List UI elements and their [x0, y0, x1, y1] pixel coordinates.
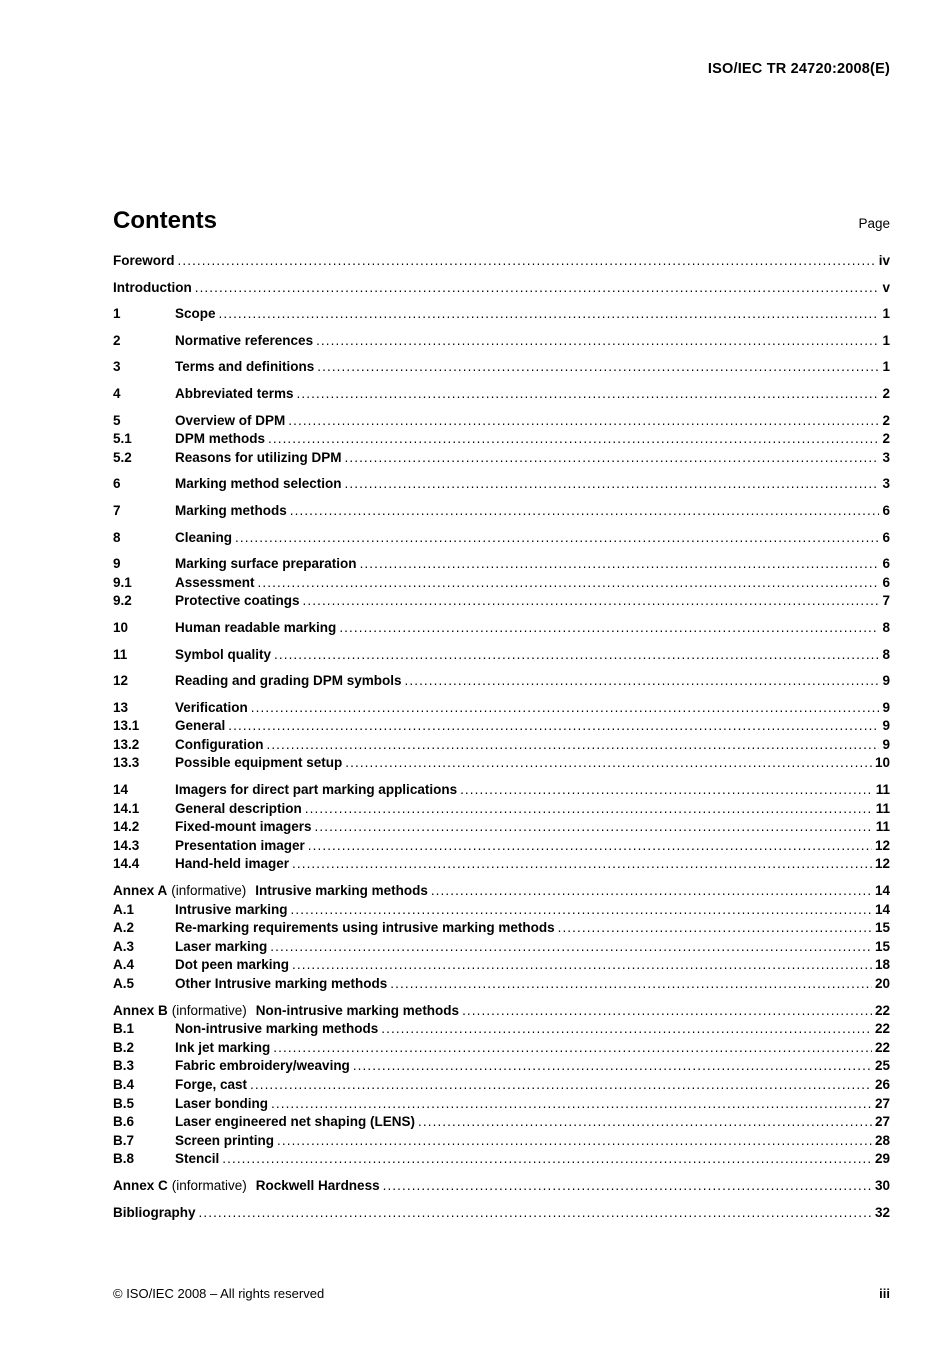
- toc-entry-page: 6: [882, 529, 890, 545]
- toc-entry-label: Reasons for utilizing DPM: [175, 449, 342, 465]
- dot-leader: [339, 619, 879, 638]
- toc-entry-number: 5: [113, 412, 121, 428]
- toc-entry: [113, 736, 890, 755]
- dot-leader: [383, 1177, 872, 1196]
- toc-entry-label: Laser engineered net shaping (LENS): [175, 1114, 416, 1130]
- toc-entry-page: 12: [874, 856, 890, 872]
- dot-leader: [178, 252, 876, 271]
- toc-entry-number: 5.2: [113, 449, 132, 465]
- dot-leader: [305, 800, 873, 819]
- toc-entry-label: Forge, cast: [175, 1076, 248, 1092]
- toc-entry-number: 14.1: [113, 800, 140, 816]
- copyright-notice: © ISO/IEC 2008 – All rights reserved: [113, 1286, 325, 1301]
- toc-entry: [113, 592, 890, 611]
- toc-entry-label: Terms and definitions: [175, 359, 315, 375]
- toc-entry-label: Assessment: [175, 574, 255, 590]
- toc-entry-label: Intrusive marking: [175, 901, 288, 917]
- dot-leader: [292, 855, 872, 874]
- toc-entry-label: Imagers for direct part marking applications: [175, 782, 458, 798]
- toc-entry: [113, 1095, 890, 1114]
- toc-entry-title: Intrusive marking methods: [255, 883, 428, 899]
- dot-leader: [274, 646, 879, 665]
- toc-entry: [113, 837, 890, 856]
- toc-entry-label: Marking methods: [175, 502, 287, 518]
- dot-leader: [345, 449, 880, 468]
- toc-entry-page: 30: [874, 1177, 890, 1193]
- toc-entry-page: 3: [882, 449, 890, 465]
- contents-title: Contents: [113, 207, 217, 234]
- toc-entry-page: 22: [874, 1021, 890, 1037]
- toc-entry-page: 14: [874, 883, 890, 899]
- dot-leader: [390, 975, 872, 994]
- toc-entry-number: 10: [113, 619, 129, 635]
- toc-entry: [113, 1002, 890, 1021]
- dot-leader: [353, 1057, 872, 1076]
- toc-entry-label: Cleaning: [175, 529, 233, 545]
- toc-entry: [113, 1177, 890, 1196]
- toc-entry-title: Rockwell Hardness: [255, 1177, 380, 1193]
- toc-entry-page: 11: [875, 819, 890, 835]
- toc-entry-number: 5.1: [113, 431, 132, 447]
- dot-leader: [292, 956, 872, 975]
- toc-entry-label: Dot peen marking: [175, 957, 290, 973]
- dot-leader: [258, 574, 880, 593]
- toc-entry-page: 27: [874, 1114, 890, 1130]
- toc-entry: [113, 1057, 890, 1076]
- toc-entry-number: 14: [113, 782, 129, 798]
- toc-entry-page: 28: [874, 1132, 890, 1148]
- toc-entry: [113, 252, 890, 271]
- toc-entry-number: 3: [113, 359, 121, 375]
- toc-entry-label: General: [175, 718, 226, 734]
- toc-entry-number: 14.4: [113, 856, 140, 872]
- toc-entry-number: B.2: [113, 1039, 135, 1055]
- toc-entry-number: A.1: [113, 901, 135, 917]
- toc-entry: [113, 1039, 890, 1058]
- toc-entry-page: 22: [874, 1039, 890, 1055]
- toc-entry: [113, 475, 890, 494]
- dot-leader: [228, 717, 879, 736]
- toc-entry: [113, 1113, 890, 1132]
- toc-entry-number: 11: [113, 646, 128, 662]
- toc-entry: [113, 919, 890, 938]
- toc-entry: [113, 1132, 890, 1151]
- toc-entry: [113, 449, 890, 468]
- toc-entry-page: 9: [882, 718, 890, 734]
- toc-entry-number: 4: [113, 385, 121, 401]
- dot-leader: [360, 555, 880, 574]
- toc-entry-label: General description: [175, 800, 302, 816]
- toc-entry-label: Annex C: [113, 1177, 168, 1193]
- dot-leader: [277, 1132, 872, 1151]
- toc-entry-number: 1: [113, 306, 121, 322]
- toc-entry-label: Symbol quality: [175, 646, 272, 662]
- toc-entry-page: 27: [874, 1095, 890, 1111]
- toc-entry: [113, 956, 890, 975]
- toc-entry-page: 8: [882, 619, 890, 635]
- dot-leader: [460, 781, 873, 800]
- toc-entry: [113, 855, 890, 874]
- dot-leader: [462, 1002, 872, 1021]
- toc-entry-label: Human readable marking: [175, 619, 337, 635]
- toc-entry-number: B.7: [113, 1132, 135, 1148]
- toc-entry: [113, 502, 890, 521]
- toc-entry-page: 25: [874, 1058, 890, 1074]
- toc-entry-page: 11: [875, 782, 890, 798]
- toc-entry-label: Fabric embroidery/weaving: [175, 1058, 350, 1074]
- toc-entry-page: 26: [874, 1076, 890, 1092]
- dot-leader: [316, 332, 879, 351]
- toc-entry-label: Re-marking requirements using intrusive marking methods: [175, 920, 555, 936]
- dot-leader: [418, 1113, 872, 1132]
- toc-entry-label: Configuration: [175, 736, 264, 752]
- toc-entry-page: 20: [874, 976, 890, 991]
- toc-entry: [113, 818, 890, 837]
- toc-entry-label: Overview of DPM: [175, 412, 286, 428]
- toc-entry-number: A.3: [113, 938, 135, 954]
- toc-entry: [113, 555, 890, 574]
- dot-leader: [315, 818, 873, 837]
- toc-entry-number: 14.2: [113, 819, 140, 835]
- toc-entry-page: 15: [874, 938, 890, 954]
- toc-entry-label: Reading and grading DPM symbols: [175, 673, 402, 689]
- toc-entry-label: Laser bonding: [175, 1095, 269, 1111]
- toc-entry-label: Hand-held imager: [175, 856, 290, 872]
- toc-list: [113, 252, 890, 1222]
- dot-leader: [219, 305, 880, 324]
- dot-leader: [345, 754, 872, 773]
- dot-leader: [270, 938, 872, 957]
- toc-entry-informative: (informative): [171, 1002, 247, 1018]
- dot-leader: [405, 672, 880, 691]
- toc-entry-number: 12: [113, 673, 129, 689]
- dot-leader: [199, 1204, 872, 1223]
- toc-entry-page: 7: [882, 593, 890, 609]
- toc-entry: [113, 574, 890, 593]
- toc-entry-page: 22: [874, 1002, 890, 1018]
- toc-entry: [113, 901, 890, 920]
- toc-entry-label: Normative references: [175, 332, 314, 348]
- toc-entry-number: B.3: [113, 1058, 135, 1074]
- dot-leader: [345, 475, 880, 494]
- toc-entry-page: 15: [874, 920, 890, 936]
- toc-entry-label: Protective coatings: [175, 593, 300, 609]
- toc-entry-number: 9: [113, 556, 121, 572]
- toc-entry: [113, 1020, 890, 1039]
- toc-entry-label: Introduction: [113, 279, 192, 295]
- toc-entry-title: Non-intrusive marking methods: [255, 1002, 460, 1018]
- page-column-label: Page: [858, 216, 890, 231]
- toc-entry-number: A.4: [113, 957, 135, 973]
- toc-entry: [113, 717, 890, 736]
- toc-entry-label: Ink jet marking: [175, 1039, 271, 1055]
- toc-entry-informative: (informative): [171, 883, 247, 899]
- toc-entry-label: DPM methods: [175, 431, 266, 447]
- folio-page-number: iii: [879, 1286, 890, 1301]
- toc-entry-label: Non-intrusive marking methods: [175, 1021, 379, 1037]
- toc-entry-number: 8: [113, 529, 121, 545]
- toc-entry-page: 12: [874, 837, 890, 853]
- toc-entry: [113, 529, 890, 548]
- toc-entry: [113, 975, 890, 994]
- toc-entry-number: 13: [113, 699, 129, 715]
- toc-entry-page: 1: [882, 332, 890, 348]
- toc-entry-page: 3: [882, 476, 890, 492]
- dot-leader: [297, 385, 880, 404]
- toc-entry-label: Other Intrusive marking methods: [175, 976, 388, 991]
- toc-entry: [113, 385, 890, 404]
- toc-entry-page: 9: [882, 736, 890, 752]
- toc-entry-label: Foreword: [113, 253, 175, 268]
- toc-entry-number: 14.3: [113, 837, 140, 853]
- toc-entry-number: B.6: [113, 1114, 135, 1130]
- toc-entry: [113, 781, 890, 800]
- toc-entry: [113, 646, 890, 665]
- toc-entry-label: Scope: [175, 306, 216, 322]
- toc-entry: [113, 430, 890, 449]
- dot-leader: [266, 736, 879, 755]
- toc-entry-number: 2: [113, 332, 121, 348]
- toc-entry-number: 9.1: [113, 574, 132, 590]
- document-footer: [113, 1286, 890, 1301]
- toc-entry-label: Abbreviated terms: [175, 385, 294, 401]
- toc-entry-page: 2: [882, 412, 890, 428]
- toc-entry-label: Bibliography: [113, 1204, 196, 1220]
- dot-leader: [303, 592, 880, 611]
- toc-entry-number: B.8: [113, 1151, 135, 1167]
- toc-entry-label: Marking method selection: [175, 476, 342, 492]
- toc-entry-number: A.5: [113, 976, 135, 991]
- toc-entry-label: Annex B: [113, 1002, 168, 1018]
- toc-entry-label: Verification: [175, 699, 248, 715]
- toc-entry-number: 9.2: [113, 593, 132, 609]
- dot-leader: [273, 1039, 872, 1058]
- toc-entry: [113, 332, 890, 351]
- document-reference: ISO/IEC TR 24720:2008(E): [707, 61, 890, 77]
- toc-entry: [113, 1150, 890, 1169]
- toc-entry: [113, 754, 890, 773]
- toc-entry-label: Presentation imager: [175, 837, 305, 853]
- toc-entry: [113, 672, 890, 691]
- toc-entry-number: 13.1: [113, 718, 140, 734]
- dot-leader: [290, 502, 880, 521]
- toc-entry-page: 9: [882, 673, 890, 689]
- toc-entry-page: 10: [874, 755, 890, 771]
- toc-entry-number: 7: [113, 502, 121, 518]
- toc-entry-page: 14: [874, 901, 890, 917]
- dot-leader: [288, 412, 879, 431]
- toc-entry: [113, 358, 890, 377]
- toc-entry-number: B.5: [113, 1095, 135, 1111]
- toc-entry-number: B.1: [113, 1021, 135, 1037]
- toc-entry-page: iv: [878, 253, 890, 268]
- toc-entry-page: 6: [882, 556, 890, 572]
- toc-entry-label: Stencil: [175, 1151, 220, 1167]
- dot-leader: [431, 882, 872, 901]
- toc-entry-number: 6: [113, 476, 121, 492]
- dot-leader: [558, 919, 872, 938]
- toc-entry: [113, 699, 890, 718]
- toc-entry-label: Fixed-mount imagers: [175, 819, 312, 835]
- toc-entry-number: A.2: [113, 920, 135, 936]
- toc-entry-number: 13.3: [113, 755, 140, 771]
- toc-entry-page: 2: [882, 431, 890, 447]
- dot-leader: [195, 279, 880, 298]
- toc-entry-number: 13.2: [113, 736, 140, 752]
- toc-entry: [113, 619, 890, 638]
- toc-entry-page: 9: [882, 699, 890, 715]
- dot-leader: [250, 1076, 872, 1095]
- contents-heading: [113, 207, 890, 235]
- dot-leader: [291, 901, 872, 920]
- toc-entry: [113, 800, 890, 819]
- dot-leader: [381, 1020, 872, 1039]
- toc-entry: [113, 412, 890, 431]
- toc-entry-page: 2: [882, 385, 890, 401]
- toc-entry: [113, 1076, 890, 1095]
- dot-leader: [235, 529, 879, 548]
- toc-entry-page: 18: [874, 957, 890, 973]
- toc-entry-number: B.4: [113, 1076, 135, 1092]
- toc-entry-page: 1: [882, 359, 890, 375]
- toc-entry-informative: (informative): [171, 1177, 247, 1193]
- dot-leader: [271, 1095, 872, 1114]
- toc-entry: [113, 882, 890, 901]
- dot-leader: [222, 1150, 872, 1169]
- dot-leader: [268, 430, 879, 449]
- toc-entry: [113, 305, 890, 324]
- toc-entry-page: v: [882, 279, 890, 295]
- toc-entry-page: 1: [882, 306, 890, 322]
- toc-entry-label: Possible equipment setup: [175, 755, 343, 771]
- toc-entry-page: 11: [875, 800, 890, 816]
- toc-entry: [113, 1204, 890, 1223]
- toc-entry-label: Annex A: [113, 883, 168, 899]
- dot-leader: [308, 837, 872, 856]
- toc-entry-label: Screen printing: [175, 1132, 275, 1148]
- toc-entry-page: 8: [882, 646, 890, 662]
- toc-entry-page: 6: [882, 502, 890, 518]
- toc-entry-page: 32: [874, 1204, 890, 1220]
- dot-leader: [317, 358, 879, 377]
- dot-leader: [251, 699, 880, 718]
- toc-entry: [113, 279, 890, 298]
- toc-entry-page: 29: [874, 1151, 890, 1167]
- toc-entry-label: Laser marking: [175, 938, 268, 954]
- toc-entry-label: Marking surface preparation: [175, 556, 357, 572]
- toc-entry: [113, 938, 890, 957]
- toc-entry-page: 6: [882, 574, 890, 590]
